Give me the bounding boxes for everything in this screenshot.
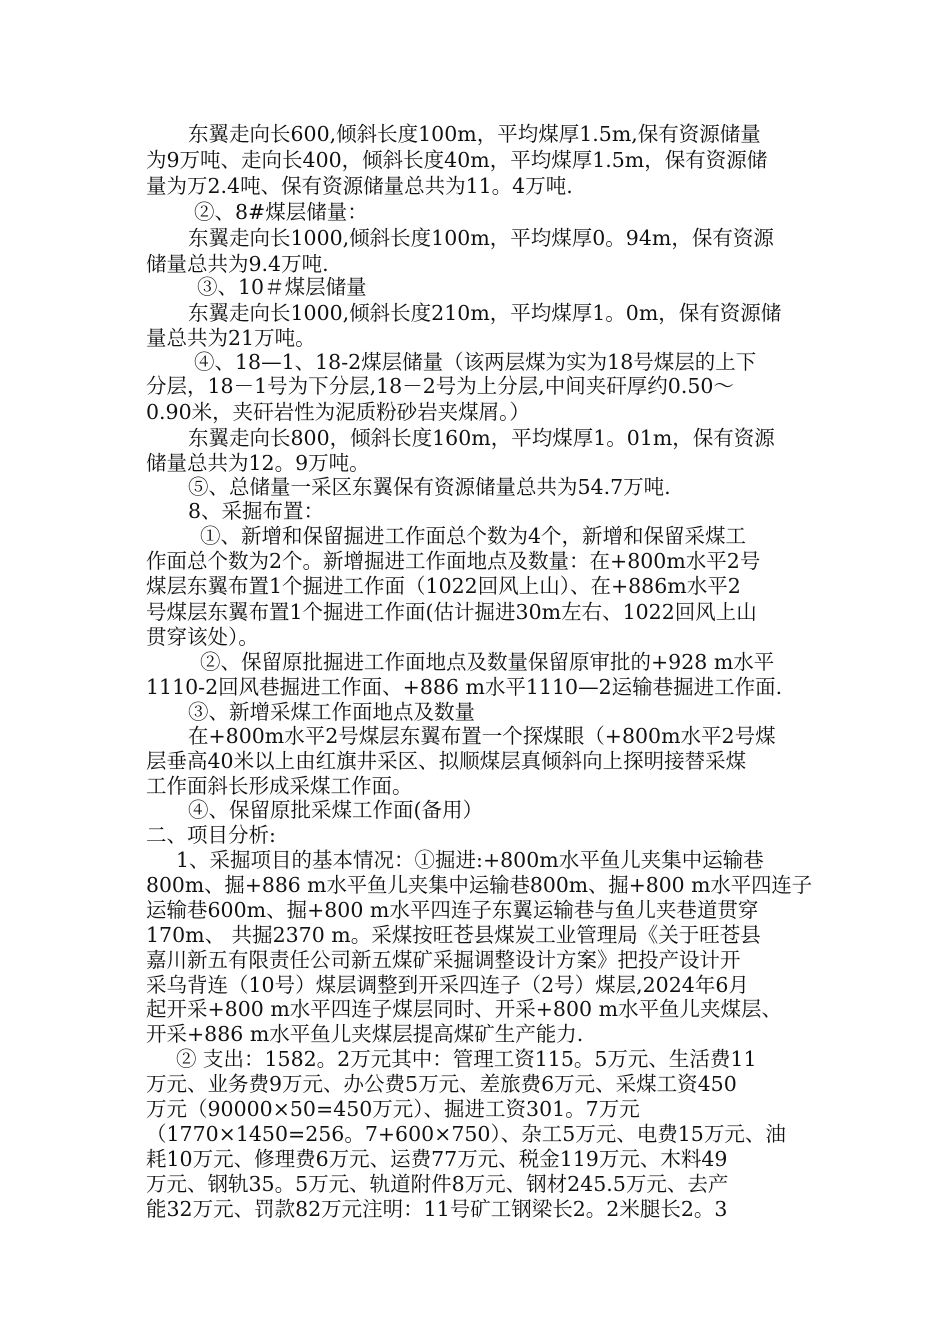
text-line: 量为万2.4吨、保有资源储量总共为11。4万吨. (146, 174, 573, 198)
text-line: 起开采+800 m水平四连子煤层同时、开采+800 m水平鱼儿夹煤层、 (146, 997, 783, 1021)
text-line: 层垂高40米以上由红旗井采区、拟顺煤层真倾斜向上探明接替采煤 (146, 749, 747, 773)
text-line: 贯穿该处）。 (146, 625, 259, 649)
text-line: ⑤、总储量一采区东翼保有资源储量总共为54.7万吨. (188, 475, 671, 499)
text-line: ④、18—1、18-2煤层储量（该两层煤为实为18号煤层的上下 (194, 350, 757, 374)
text-line: 东翼走向长600,倾斜长度100m，平均煤厚1.5m,保有资源储量 (188, 122, 761, 146)
text-line: 能32万元、罚款82万元注明：11号矿工钢梁长2。2米腿长2。3 (146, 1197, 728, 1221)
text-line: 量总共为21万吨。 (146, 326, 316, 350)
text-line: 万元、业务费9万元、办公费5万元、差旅费6万元、采煤工资450 (146, 1072, 737, 1096)
text-line: ③、新增采煤工作面地点及数量 (188, 700, 475, 724)
text-line: ④、保留原批采煤工作面(备用） (188, 798, 483, 822)
text-line: （1770×1450=256。7+600×750）、杂工5万元、电费15万元、油 (146, 1122, 786, 1146)
text-line: ③、10＃煤层储量 (197, 275, 367, 299)
text-line: ② 支出：1582。2万元其中：管理工资115。5万元、生活费11 (176, 1047, 757, 1071)
text-line: ②、8#煤层储量： (194, 200, 368, 224)
text-line: 东翼走向长800，倾斜长度160m，平均煤厚1。01m，保有资源 (188, 426, 775, 450)
text-line: ②、保留原批掘进工作面地点及数量保留原审批的+928 m水平 (200, 650, 775, 674)
text-line: 1、采掘项目的基本情况：①掘进:+800m水平鱼儿夹集中运输巷 (176, 848, 764, 872)
text-line: 储量总共为9.4万吨. (146, 252, 329, 276)
text-line: 二、项目分析: (146, 823, 276, 847)
text-line: 储量总共为12。9万吨。 (146, 451, 370, 475)
text-line: 工作面斜长形成采煤工作面。 (146, 774, 413, 798)
text-line: 采乌背连（10号）煤层调整到开采四连子（2号）煤层,2024年6月 (146, 973, 749, 997)
text-line: 煤层东翼布置1个掘进工作面（1022回风上山）、在+886m水平2 (146, 574, 741, 598)
text-line: 东翼走向长1000,倾斜长度100m，平均煤厚0。94m，保有资源 (188, 226, 774, 250)
text-line: 开采+886 m水平鱼儿夹煤层提高煤矿生产能力. (146, 1022, 584, 1046)
text-line: 在+800m水平2号煤层东翼布置一个探煤眼（+800m水平2号煤 (188, 724, 776, 748)
text-line: 800m、掘+886 m水平鱼儿夹集中运输巷800m、掘+800 m水平四连子 (146, 873, 813, 897)
text-line: 8、采掘布置： (188, 499, 325, 523)
text-line: 运输巷600m、掘+800 m水平四连子东翼运输巷与鱼儿夹巷道贯穿 (146, 898, 759, 922)
text-line: 嘉川新五有限责任公司新五煤矿采掘调整设计方案》把投产设计开 (146, 948, 741, 972)
text-line: ①、新增和保留掘进工作面总个数为4个，新增和保留采煤工 (200, 524, 747, 548)
text-line: 170m、 共掘2370 m。采煤按旺苍县煤炭工业管理局《关于旺苍县 (146, 923, 761, 947)
text-line: 1110-2回风巷掘进工作面、+886 m水平1110—2运输巷掘进工作面. (146, 675, 783, 699)
text-line: 万元（90000×50=450万元）、掘进工资301。7万元 (146, 1097, 640, 1121)
text-line: 耗10万元、修理费6万元、运费77万元、税金119万元、木料49 (146, 1147, 728, 1171)
text-line: 分层，18－1号为下分层,18－2号为上分层,中间夹矸厚约0.50～ (146, 374, 734, 398)
text-line: 东翼走向长1000,倾斜长度210m，平均煤厚1。0m，保有资源储 (188, 301, 782, 325)
text-line: 为9万吨、走向长400，倾斜长度40m，平均煤厚1.5m，保有资源储 (146, 148, 768, 172)
text-line: 号煤层东翼布置1个掘进工作面(估计掘进30m左右、1022回风上山 (146, 600, 757, 624)
text-line: 作面总个数为2个。新增掘进工作面地点及数量：在+800m水平2号 (146, 549, 761, 573)
text-line: 0.90米，夹矸岩性为泥质粉砂岩夹煤屑。） (146, 400, 530, 424)
text-line: 万元、钢轨35。5万元、轨道附件8万元、钢材245.5万元、去产 (146, 1172, 729, 1196)
